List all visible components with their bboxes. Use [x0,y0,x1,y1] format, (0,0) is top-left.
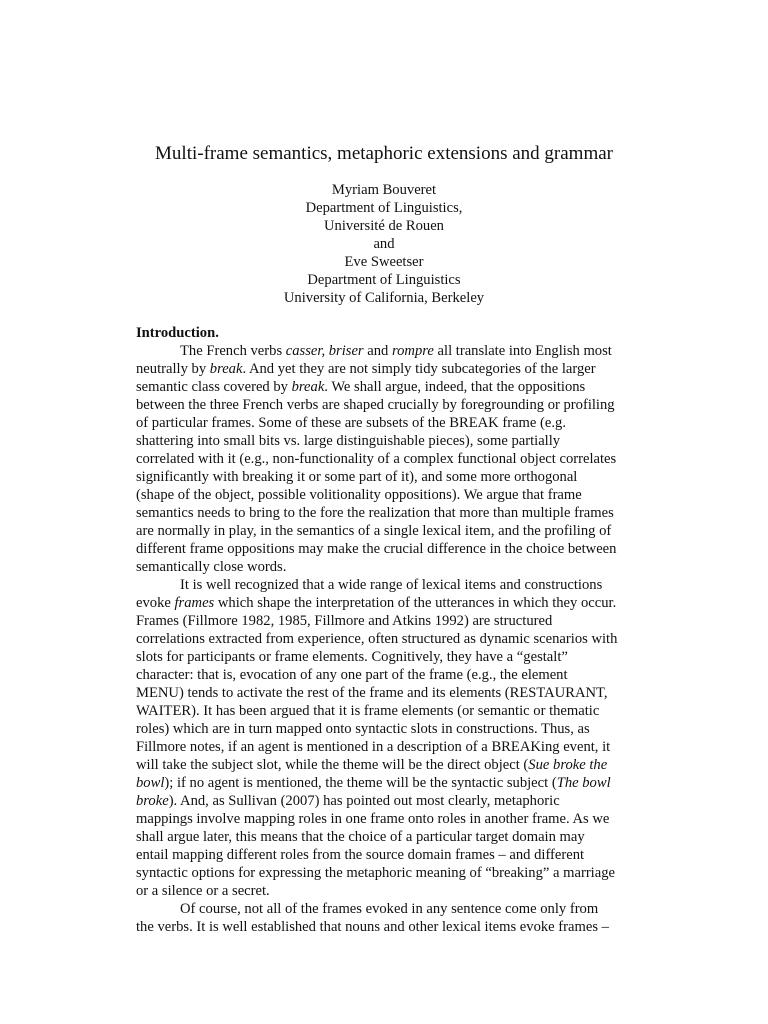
text-line [136,810,634,828]
text-line [136,792,634,810]
text-segment: will take the subject slot, while the theme will be the direct object ( [136,757,529,773]
text-segment: slots for participants or frame elements. Cognitively, they have a “gestalt” [136,649,568,665]
author-line: Department of Linguistics, [305,200,463,216]
author-line: Department of Linguistics [307,272,461,288]
text-line [136,378,634,396]
author-block [0,181,768,307]
text-line [136,720,634,738]
author-line: University of California, Berkeley [283,290,485,306]
italic-term: Sue broke the [528,757,608,773]
text-line [136,558,634,576]
text-segment: neutrally by [136,361,210,377]
text-segment: WAITER). It has been argued that it is frame elements (or semantic or thematic [136,703,600,719]
paper-title: Multi-frame semantics, metaphoric extensions and grammar [155,143,613,164]
italic-term: break [209,361,243,377]
text-line [136,396,634,414]
text-segment: ); if no agent is mentioned, the theme will be the syntactic subject ( [164,775,557,791]
text-segment: which shape the interpretation of the utterances in which they occur. [214,595,617,611]
section-heading: Introduction. [136,325,219,341]
text-line [136,882,634,900]
text-segment: between the three French verbs are shaped crucially by foregrounding or profiling [136,397,615,413]
text-segment: correlations extracted from experience, often structured as dynamic scenarios with [136,631,618,647]
text-segment: the verbs. It is well established that nouns and other lexical items evoke frames – [136,919,609,935]
text-segment: . We shall argue, indeed, that the oppositions [324,379,586,395]
text-line [136,630,634,648]
text-segment: syntactic options for expressing the metaphoric meaning of “breaking” a marriage [136,865,615,881]
text-segment: ). And, as Sullivan (2007) has pointed out most clearly, metaphoric [168,793,560,809]
text-segment: Fillmore notes, if an agent is mentioned in a description of a BREAKing event, it [136,739,611,755]
text-line [136,450,634,468]
text-line [136,864,634,882]
author-line: Université de Rouen [324,218,444,234]
text-line [136,648,634,666]
italic-term: frames [174,595,215,611]
text-segment: evoke [136,595,175,611]
text-line [136,522,634,540]
text-segment: semantic class covered by [136,379,292,395]
text-segment: shall argue later, this means that the choice of a particular target domain may [136,829,585,845]
author-line: Eve Sweetser [344,254,424,270]
text-line [136,756,634,774]
italic-term: The bowl [556,775,611,791]
text-segment: and [363,343,392,359]
text-segment: all translate into English most [433,343,612,359]
text-segment: or a silence or a secret. [136,883,270,899]
text-segment: roles) which are in turn mapped onto syntactic slots in constructions. Thus, as [136,721,590,737]
text-segment: mappings involve mapping roles in one frame onto roles in another frame. As we [136,811,610,827]
body-text [136,324,634,936]
text-segment: of particular frames. Some of these are subsets of the BREAK frame (e.g. [136,415,566,431]
text-line [136,684,634,702]
text-segment: character: that is, evocation of any one part of the frame (e.g., the element [136,667,568,683]
text-line [136,360,634,378]
text-segment: . And yet they are not simply tidy subcategories of the larger [242,361,596,377]
text-line [136,594,634,612]
text-line [136,486,634,504]
italic-term: bowl [136,775,165,791]
text-segment: Frames (Fillmore 1982, 1985, Fillmore and Atkins 1992) are structured [136,613,553,629]
text-line [136,774,634,792]
text-line [136,846,634,864]
italic-term: broke [136,793,169,809]
text-segment: MENU) tends to activate the rest of the frame and its elements (RESTAURANT, [136,685,608,701]
text-segment: correlated with it (e.g., non-functionality of a complex functional object correlates [136,451,617,467]
text-line [136,702,634,720]
text-line [136,666,634,684]
text-line [136,918,634,936]
text-line [136,828,634,846]
text-line [136,504,634,522]
text-segment: It is well recognized that a wide range of lexical items and constructions [180,577,603,593]
text-line [136,900,634,918]
text-segment: (shape of the object, possible volitionality oppositions). We argue that frame [136,487,582,503]
text-segment: different frame oppositions may make the crucial difference in the choice between [136,541,617,557]
text-segment: entail mapping different roles from the source domain frames – and different [136,847,585,863]
text-line [136,414,634,432]
text-line [136,342,634,360]
text-line [136,468,634,486]
text-segment: semantically close words. [136,559,287,575]
text-segment: The French verbs [180,343,286,359]
text-segment: semantics needs to bring to the fore the realization that more than multiple frames [136,505,614,521]
author-line: Myriam Bouveret [331,182,437,198]
text-segment: Of course, not all of the frames evoked in any sentence come only from [180,901,599,917]
text-segment: are normally in play, in the semantics of a single lexical item, and the profiling of [136,523,612,539]
text-segment: significantly with breaking it or some part of it), and some more orthogonal [136,469,578,485]
text-line [136,612,634,630]
text-line [136,738,634,756]
text-segment: shattering into small bits vs. large distinguishable pieces), some partially [136,433,561,449]
text-line [136,576,634,594]
text-line [136,432,634,450]
italic-term: casser, briser [285,343,364,359]
italic-term: break [291,379,325,395]
text-line [136,540,634,558]
italic-term: rompre [392,343,434,359]
author-line: and [373,236,395,252]
